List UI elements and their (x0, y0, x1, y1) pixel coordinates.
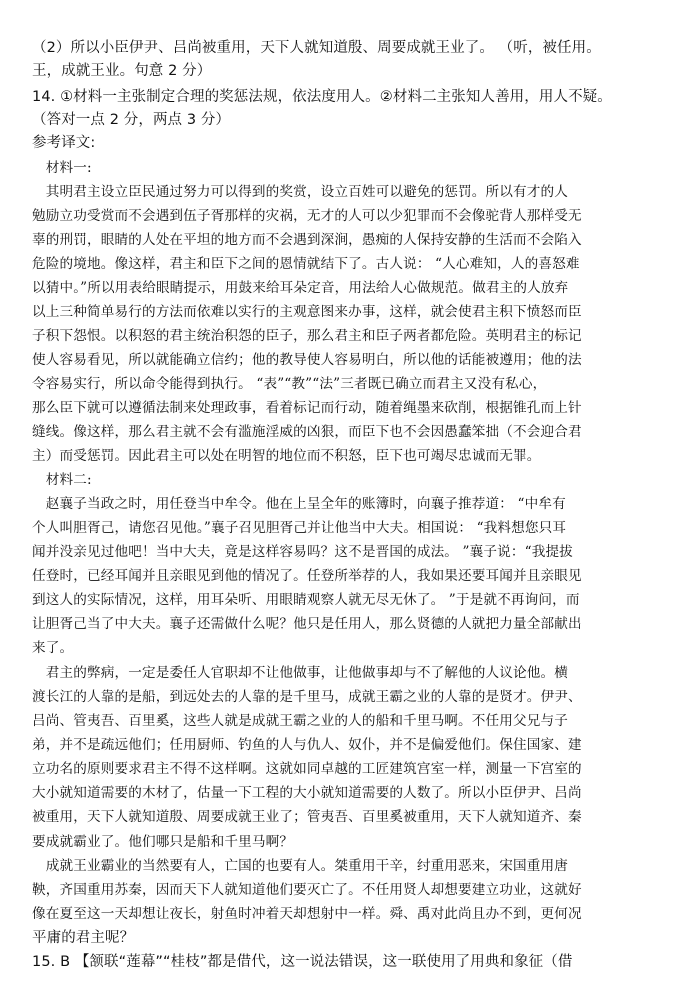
translation-line: 个人叫胆胥己，请您召见他。”襄子召见胆胥己并让他当中大夫。相国说： “我料想您只耳 (32, 520, 567, 536)
translation-line: 被重用，天下人就知道殷、周要成就王业了；管夷吾、百里奚被重用，天下人就知道齐、秦 (32, 809, 582, 825)
translation-line: 辜的刑罚，眼睛的人处在平坦的地方而不会遇到深涧，愚痴的人保持安静的生活而不会陷入 (32, 232, 582, 248)
material-heading: 材料一: (32, 160, 92, 176)
translation-line: 吕尚、管夷吾、百里奚，这些人就是成就王霸之业的人的船和千里马啊。不任用父兄与子 (32, 713, 569, 729)
material-heading: 材料二: (32, 472, 92, 488)
translation-line: 以猜中。”所以用表给眼睛提示，用鼓来给耳朵定音，用法给人心做规范。做君主的人放弃 (32, 280, 569, 296)
answer-line: 平庸的君主呢？ (32, 930, 135, 946)
translation-line: 主）而受惩罚。因此君主可以处在明智的地位而不积怒，臣下也可竭尽忠诚而无罪。 (32, 448, 541, 464)
translation-line: 君主的弊病，一定是委任人官职却不让他做事，让他做事却与不了解他的人议论他。横 (32, 665, 569, 681)
translation-line: 以上三种简单易行的方法而依难以实行的主观意图来办事，这样，就会使君主积下愤怒而臣 (32, 304, 582, 320)
translation-line: 要成就霸业了。他们哪只是船和千里马啊？ (32, 834, 294, 850)
translation-line: 鞅，齐国重用苏秦，因而天下人就知道他们要灭亡了。不任用贤人却想要建立功业，这就好 (32, 882, 582, 898)
answer-line: 14. ①材料一主张制定合理的奖惩法规，依法度用人。②材料二主张知人善用，用人不疑。 (32, 89, 612, 105)
translation-line: 立功名的原则要求君主不得不这样啊。这就如同卓越的工匠建筑宫室一样，测量一下宫室的 (32, 761, 582, 777)
translation-line: 其明君主设立臣民通过努力可以得到的奖赏，设立百姓可以避免的惩罚。所以有才的人 (32, 184, 569, 200)
translation-line: 成就王业霸业的当然要有人，亡国的也要有人。桀重用干辛，纣重用恶来，宋国重用唐 (32, 858, 569, 874)
answer-line: 15. B 【颔联“莲幕”“桂枝”都是借代，这一说法错误，这一联使用了用典和象征（借 (32, 954, 573, 970)
answer-line: （答对一点 2 分，两点 3 分） (32, 112, 231, 128)
translation-line: 危险的境地。像这样，君主和臣下之间的恩情就结下了。古人说： “人心难知，人的喜怒难 (32, 256, 580, 272)
translation-line: 使人容易看见，所以就能确立信约；他的教导使人容易明白，所以他的话能被遵用；他的法 (32, 352, 582, 368)
translation-line: 令容易实行，所以命令能得到执行。 “表”“教”“法”三者既已确立而君主又没有私心， (32, 376, 547, 392)
translation-line: 任登时，已经耳闻并且亲眼见到他的情况了。任登所举荐的人，我如果还要耳闻并且亲眼见 (32, 568, 582, 584)
translation-line: 渡长江的人靠的是船，到远处去的人靠的是千里马，成就王霸之业的人靠的是贤才。伊尹、 (32, 689, 582, 705)
translation-line: 让胆胥己当了中大夫。襄子还需做什么呢？他只是任用人，那么贤德的人就把力量全部献出 (32, 616, 582, 632)
translation-line: 大小就知道需要的木材了，估量一下工程的大小就知道需要的人数了。所以小臣伊尹、吕尚 (32, 785, 582, 801)
translation-line: 闻并没亲见过他吧！当中大夫，竟是这样容易吗？这不是晋国的成法。 ”襄子说：“我提拔 (32, 544, 573, 560)
translation-line: 缝线。像这样，那么君主就不会有滥施淫威的凶狠，而臣下也不会因愚蠢笨拙（不会迎合君 (32, 424, 582, 440)
translation-line: 子积下怨恨。以积怒的君主统治积怨的臣子，那么君主和臣子两者都危险。英明君主的标记 (32, 328, 582, 344)
translation-line: 弟，并不是疏远他们；任用厨师、钓鱼的人与仇人、奴仆，并不是偏爱他们。保住国家、建 (32, 737, 582, 753)
translation-line: 像在夏至这一天却想让夜长，射鱼时冲着天却想射中一样。舜、禹对此尚且办不到，更何况 (32, 906, 582, 922)
translation-line: 来了。 (32, 640, 74, 656)
translation-line: 那么臣下就可以遵循法制来处理政事，看着标记而行动，随着绳墨来砍削，根据锥孔而上针 (32, 400, 582, 416)
translation-line: 到这人的实际情况，这样，用耳朵听、用眼睛观察人就无尽无休了。 ”于是就不再询问，而 (32, 592, 580, 608)
section-heading: 参考译文: (32, 135, 96, 151)
translation-line: 勉励立功受赏而不会遇到伍子胥那样的灾祸，无才的人可以少犯罪而不会像驼背人那样受无 (32, 208, 582, 224)
answer-line: 王，成就王业。句意 2 分） (32, 63, 212, 79)
translation-line: 赵襄子当政之时，用任登当中牟令。他在上呈全年的账簿时，向襄子推荐道： “中牟有 (32, 496, 566, 512)
answer-line: （2）所以小臣伊尹、吕尚被重用，天下人就知道殷、周要成就王业了。 （听，被任用。 (32, 40, 601, 56)
